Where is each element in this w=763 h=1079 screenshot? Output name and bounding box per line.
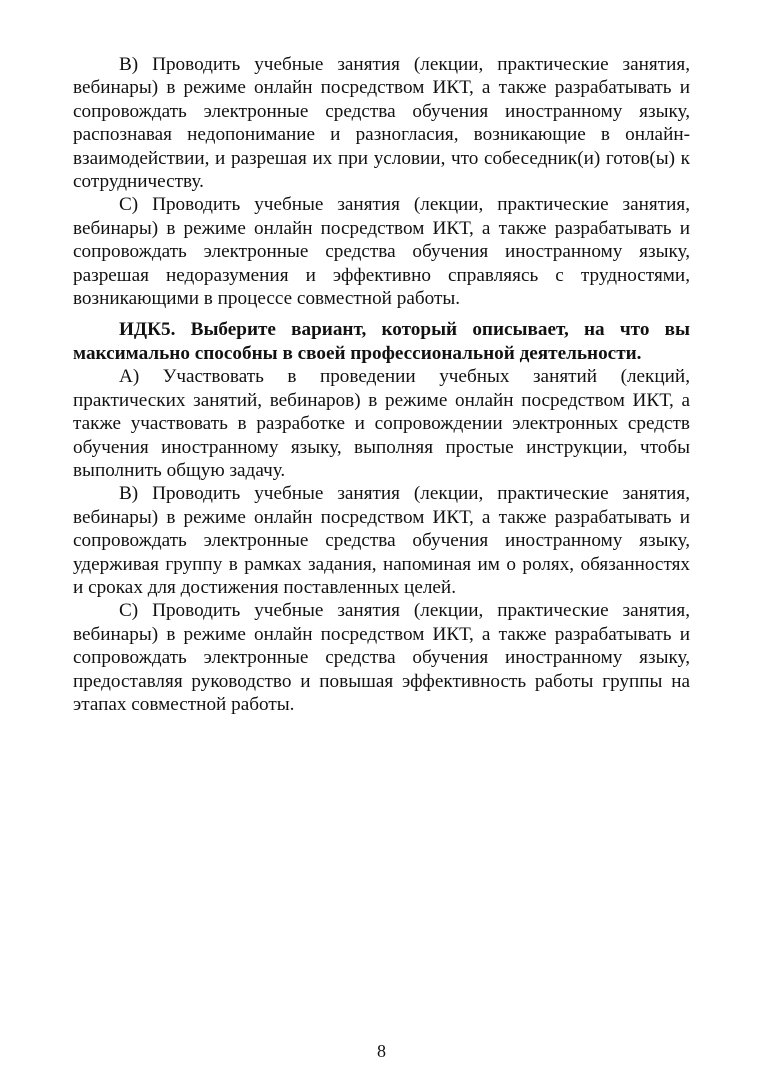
page-number: 8 bbox=[377, 1041, 386, 1061]
option-a: A) Участвовать в проведении учебных занятий (лекций, практических занятий, вебинаров) в режиме онлайн посредством ИКТ, а также участвовать в разработке и сопровождении электронных средств обучения иностранному языку, выполняя простые инструкции, чтобы выполнить общую задачу. bbox=[73, 366, 690, 481]
question-title: ИДК5. Выберите вариант, который описывает, на что вы максимально способны в своей профессиональной деятельности. bbox=[73, 319, 690, 364]
option-c: C) Проводить учебные занятия (лекции, практические занятия, вебинары) в режиме онлайн посредством ИКТ, а также разрабатывать и сопровождать электронные средства обучения иностранному языку, предоставляя руководство и повышая эффективность работы группы на этапах совместной работы. bbox=[73, 600, 690, 715]
page-body bbox=[73, 53, 690, 716]
prev-option-c: C) Проводить учебные занятия (лекции, практические занятия, вебинары) в режиме онлайн посредством ИКТ, а также разрабатывать и сопровождать электронные средства обучения иностранному языку, разрешая недоразумения и эффективно справляясь с трудностями, возникающими в процессе совместной работы. bbox=[73, 194, 690, 310]
prev-option-b: B) Проводить учебные занятия (лекции, практические занятия, вебинары) в режиме онлайн посредством ИКТ, а также разрабатывать и сопровождать электронные средства обучения иностранному языку, распознавая недопонимание и разногласия, возникающие в онлайн-взаимодействии, и разрешая их при условии, что собеседник(и) готов(ы) к сотрудничеству. bbox=[73, 54, 690, 193]
option-b: B) Проводить учебные занятия (лекции, практические занятия, вебинары) в режиме онлайн посредством ИКТ, а также разрабатывать и сопровождать электронные средства обучения иностранному языку, удерживая группу в рамках задания, напоминая им о ролях, обязанностях и сроках для достижения поставленных целей. bbox=[73, 483, 690, 598]
